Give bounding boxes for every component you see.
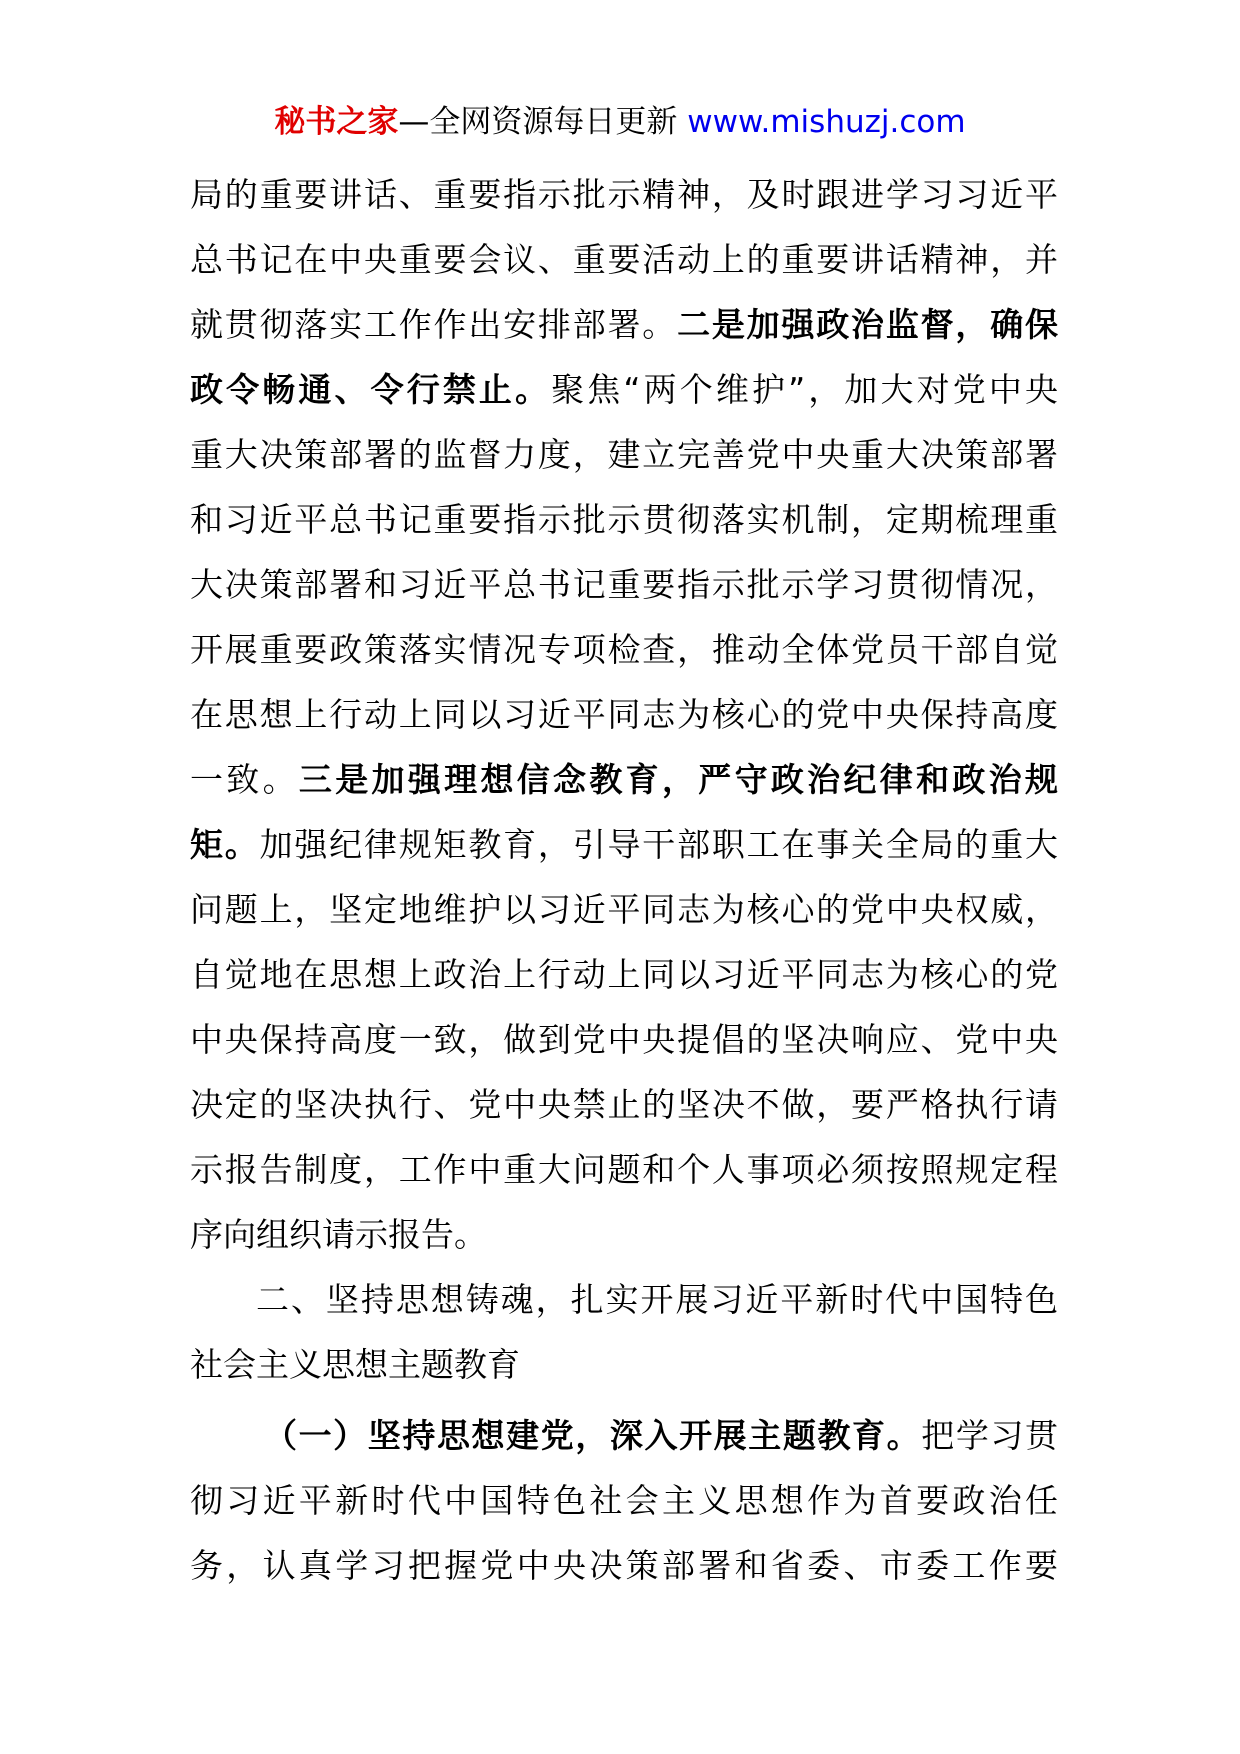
paragraph-line: 在思想上行动上同以习近平同志为核心的党中央保持高度 — [190, 695, 1058, 734]
paragraph-line — [190, 292, 1058, 357]
paragraph-line — [190, 1403, 1058, 1468]
bold-heading-text: 二是加强政治监督，确保 — [677, 305, 1058, 344]
body-text: 把学习贯 — [921, 1416, 1058, 1455]
paragraph-line: 中央保持高度一致，做到党中央提倡的坚决响应、党中央 — [190, 1020, 1058, 1059]
paragraph-line: 局的重要讲话、重要指示批示精神，及时跟进学习习近平 — [190, 175, 1058, 214]
body-text: 就贯彻落实工作作出安排部署。 — [190, 305, 678, 344]
bold-heading-text: 矩。 — [190, 825, 260, 864]
paragraph-line: 大决策部署和习近平总书记重要指示批示学习贯彻情况， — [190, 565, 1058, 604]
page-header — [0, 100, 1240, 144]
paragraph-line: 自觉地在思想上政治上行动上同以习近平同志为核心的党 — [190, 955, 1058, 994]
paragraph-line — [190, 357, 1058, 422]
paragraph-line: 序向组织请示报告。 — [190, 1215, 487, 1254]
bold-heading-text: 政令畅通、令行禁止。 — [190, 370, 552, 409]
header-tagline: —全网资源每日更新 — [398, 104, 688, 140]
paragraph-line: 问题上，坚定地维护以习近平同志为核心的党中央权威， — [190, 890, 1058, 929]
body-text: 加强纪律规矩教育，引导干部职工在事关全局的重大 — [259, 825, 1058, 864]
section-heading-line: 二、坚持思想铸魂，扎实开展习近平新时代中国特色 — [256, 1280, 1058, 1319]
paragraph-line: 务，认真学习把握党中央决策部署和省委、市委工作要 — [190, 1546, 1058, 1585]
section-heading-line: 社会主义思想主题教育 — [190, 1345, 520, 1384]
paragraph-line — [190, 812, 1058, 877]
paragraph-line — [190, 747, 1058, 812]
bold-heading-text: （一）坚持思想建党，深入开展主题教育。 — [264, 1416, 922, 1455]
header-url-link[interactable]: www.mishuzj.com — [687, 104, 966, 140]
paragraph-line: 示报告制度，工作中重大问题和个人事项必须按照规定程 — [190, 1150, 1058, 1189]
paragraph-line: 总书记在中央重要会议、重要活动上的重要讲话精神，并 — [190, 240, 1058, 279]
paragraph-line: 决定的坚决执行、党中央禁止的坚决不做，要严格执行请 — [190, 1085, 1058, 1124]
paragraph-line: 重大决策部署的监督力度，建立完善党中央重大决策部署 — [190, 435, 1058, 474]
body-text: 聚焦“两个维护”，加大对党中央 — [551, 370, 1058, 409]
header-brand: 秘书之家 — [274, 104, 399, 140]
body-text: 一致。 — [190, 760, 299, 799]
bold-heading-text: 三是加强理想信念教育，严守政治纪律和政治规 — [298, 760, 1058, 799]
paragraph-line: 开展重要政策落实情况专项检查，推动全体党员干部自觉 — [190, 630, 1058, 669]
paragraph-line: 和习近平总书记重要指示批示贯彻落实机制，定期梳理重 — [190, 500, 1058, 539]
paragraph-line: 彻习近平新时代中国特色社会主义思想作为首要政治任 — [190, 1481, 1058, 1520]
document-body — [190, 162, 1058, 1598]
